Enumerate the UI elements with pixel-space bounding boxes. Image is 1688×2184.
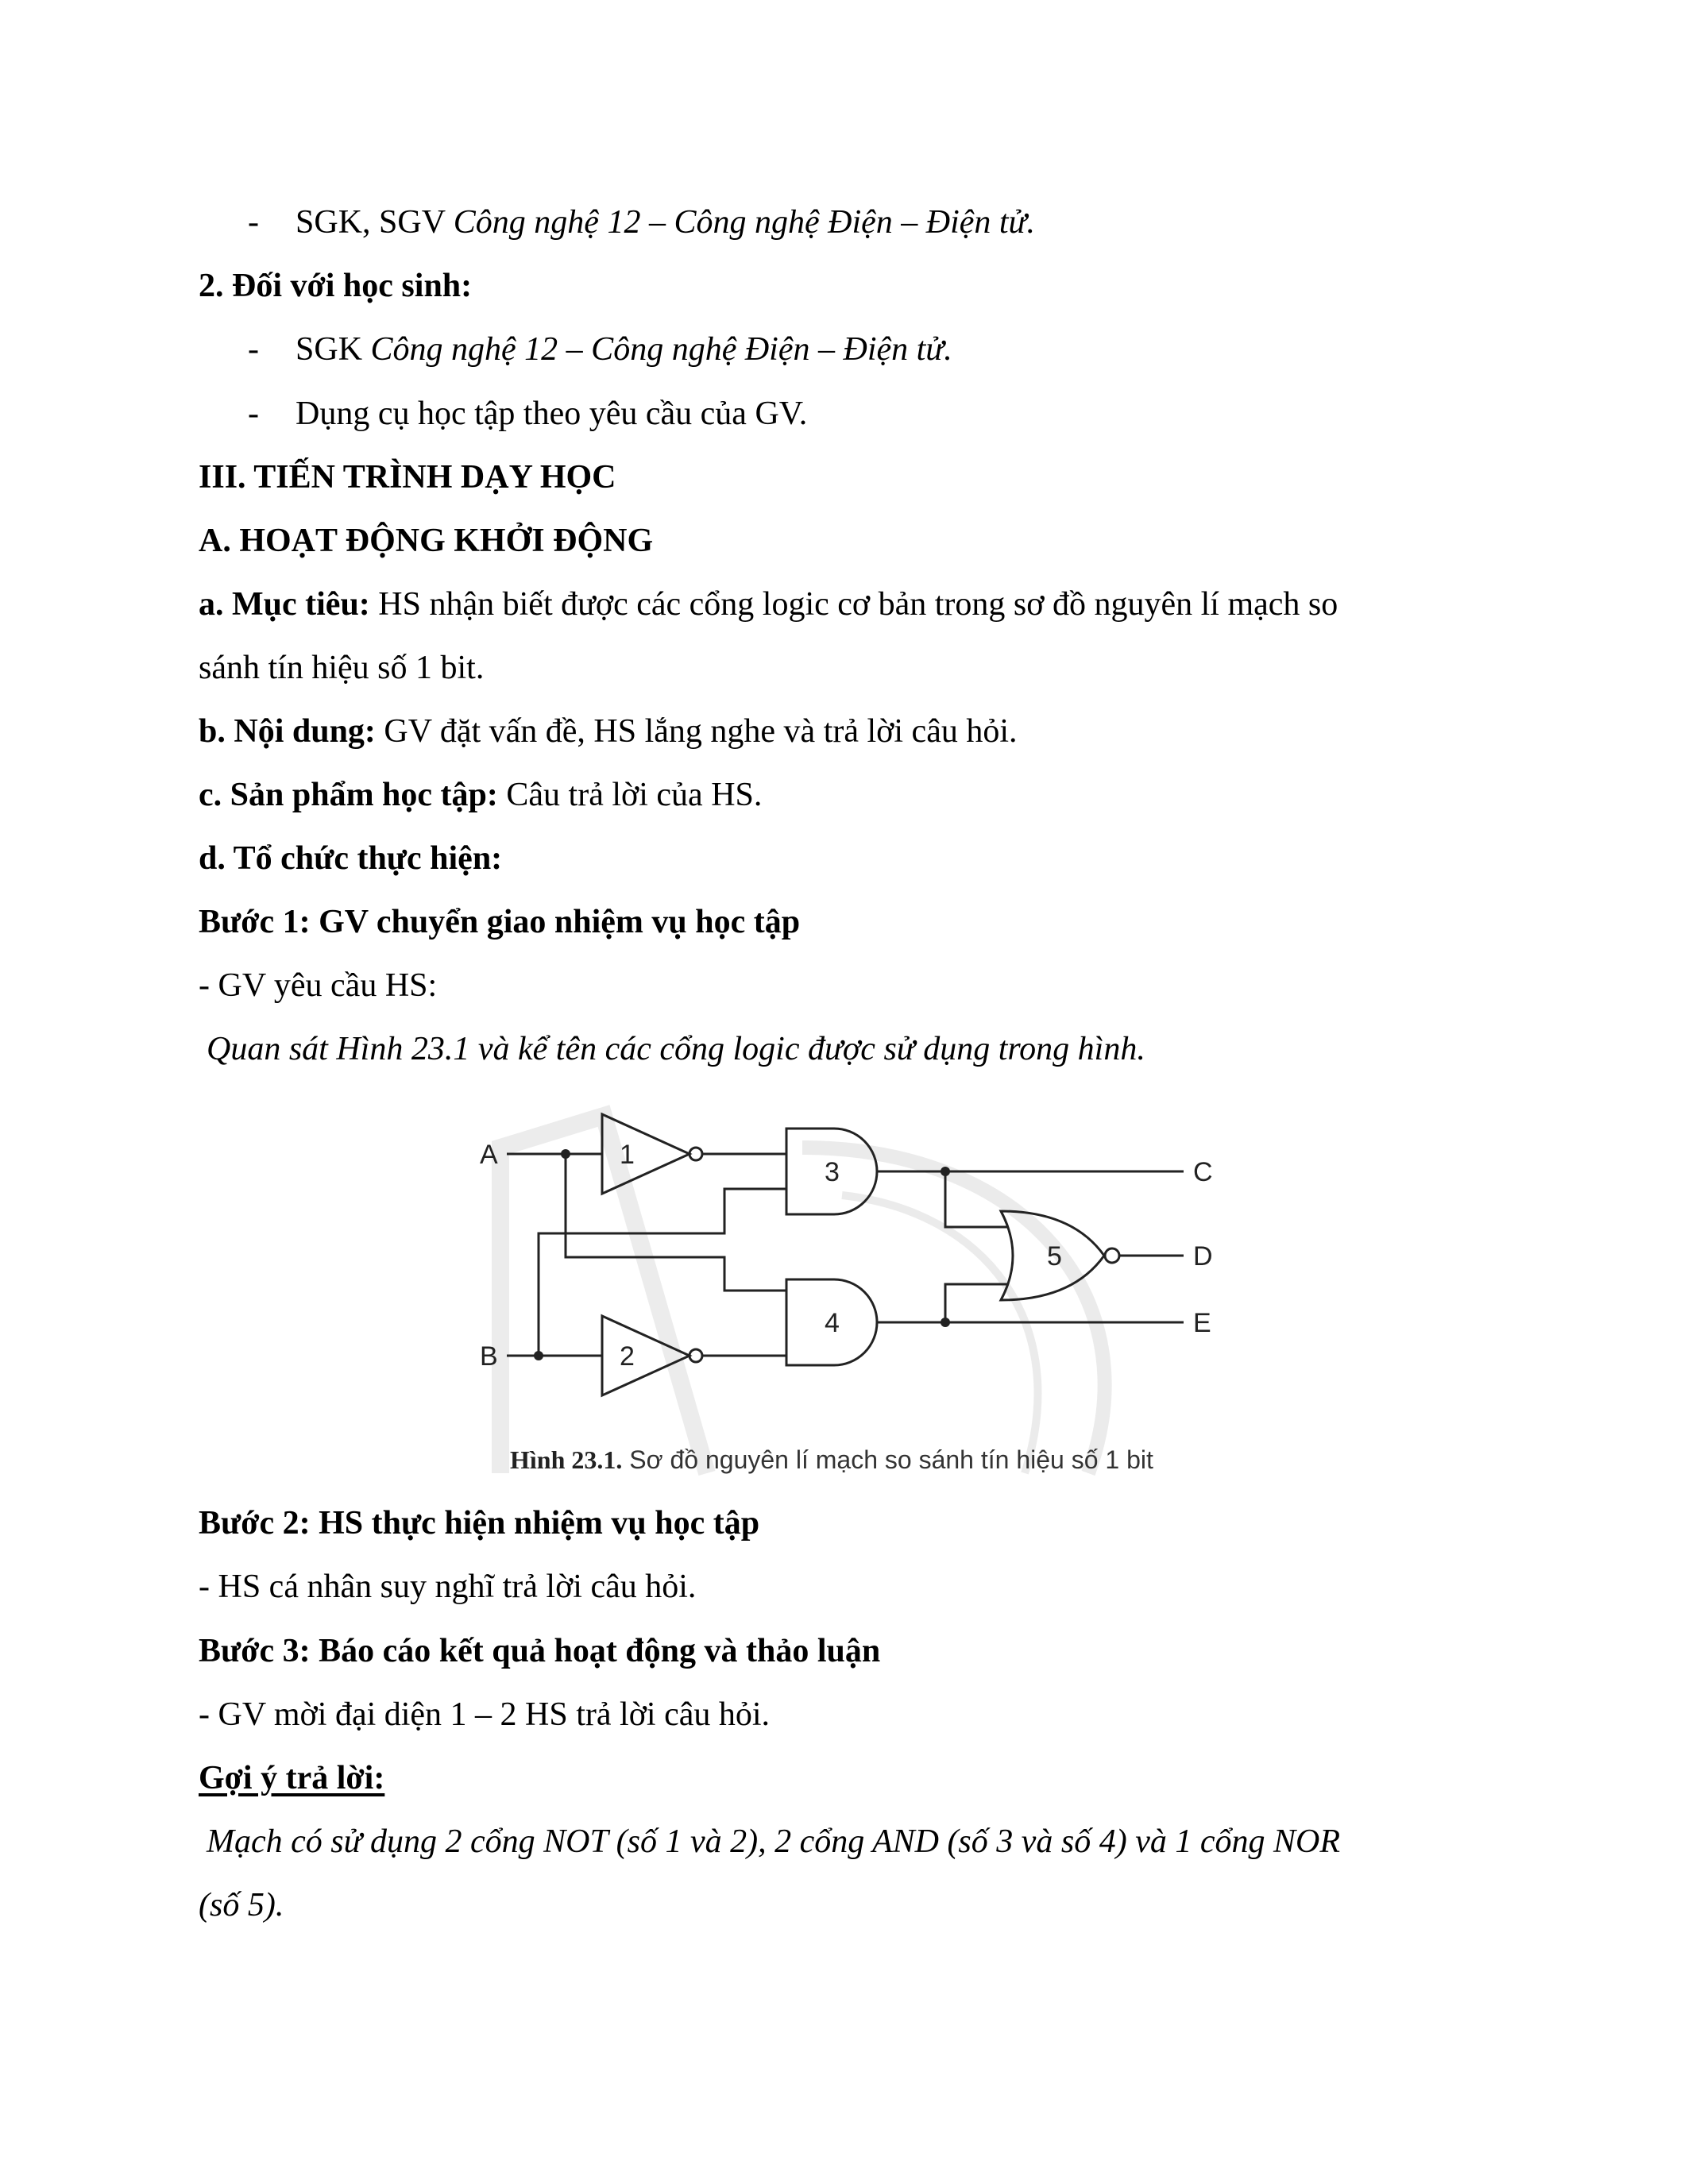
hs-materials-heading: 2. Đối với học sinh:: [199, 268, 473, 304]
content-paragraph: [199, 711, 1018, 752]
product-text: Câu trả lời của HS.: [497, 777, 763, 813]
gate-number-5: 5: [1047, 1241, 1062, 1271]
junction-dot: [941, 1318, 950, 1327]
content-label: b. Nội dung:: [199, 713, 376, 750]
nor-gate-5-bubble: [1105, 1248, 1119, 1263]
gate-number-2: 2: [620, 1341, 635, 1372]
organize-heading: d. Tổ chức thực hiện:: [199, 840, 503, 877]
objective-text: HS nhận biết được các cổng logic cơ bản trong sơ đồ nguyên lí mạch so: [369, 586, 1338, 623]
figure-caption-text: Sơ đồ nguyên lí mạch so sánh tín hiệu số 1 bit: [622, 1445, 1153, 1474]
logic-circuit-figure: [469, 1100, 1215, 1497]
gate-number-4: 4: [825, 1308, 840, 1338]
input-label-a: A: [480, 1140, 498, 1170]
activity-heading: A. HOẠT ĐỘNG KHỞI ĐỘNG: [199, 523, 654, 559]
content-text: GV đặt vấn đề, HS lắng nghe và trả lời câu hỏi.: [375, 713, 1018, 750]
step2-line: - HS cá nhân suy nghĩ trả lời câu hỏi.: [199, 1569, 697, 1605]
wire-gate4-to-gate5: [945, 1284, 1009, 1322]
section-heading: III. TIẾN TRÌNH DẠY HỌC: [199, 459, 616, 496]
step1-heading: Bước 1: GV chuyển giao nhiệm vụ học tập: [199, 904, 801, 940]
hint-answer-continuation: (số 5).: [199, 1887, 284, 1924]
hint-heading: Gợi ý trả lời:: [199, 1760, 385, 1796]
output-label-e: E: [1193, 1308, 1211, 1338]
hs-material-prefix: SGK: [295, 331, 371, 368]
gv-material-title: Công nghệ 12 – Công nghệ Điện – Điện tử.: [453, 204, 1035, 241]
product-paragraph: [199, 774, 762, 816]
figure-caption: [510, 1444, 1153, 1476]
gate-number-3: 3: [825, 1157, 840, 1187]
gate-number-1: 1: [620, 1140, 635, 1170]
wire-a-to-gate4: [566, 1154, 786, 1291]
figure-caption-label: Hình 23.1.: [510, 1445, 623, 1474]
hs-material-item: [295, 329, 952, 370]
circuit-diagram: [469, 1100, 1215, 1497]
output-label-d: D: [1193, 1241, 1213, 1271]
gv-material-item: [295, 202, 1035, 243]
objective-label: a. Mục tiêu:: [199, 586, 370, 623]
junction-dot: [534, 1351, 543, 1360]
objective-paragraph: [199, 584, 1338, 625]
step3-line: - GV mời đại diện 1 – 2 HS trả lời câu hỏi.: [199, 1696, 771, 1733]
hs-material-title: Công nghệ 12 – Công nghệ Điện – Điện tử.: [370, 331, 952, 368]
junction-dot: [941, 1167, 950, 1176]
output-label-c: C: [1193, 1157, 1213, 1187]
step3-heading: Bước 3: Báo cáo kết quả hoạt động và thảo luận: [199, 1633, 881, 1669]
step1-question: Quan sát Hình 23.1 và kể tên các cổng logic được sử dụng trong hình.: [207, 1031, 1145, 1067]
objective-continuation: sánh tín hiệu số 1 bit.: [199, 650, 485, 686]
list-bullet: -: [248, 204, 259, 241]
watermark-logo: [500, 1116, 1105, 1473]
list-bullet: -: [248, 331, 259, 368]
step2-heading: Bước 2: HS thực hiện nhiệm vụ học tập: [199, 1505, 760, 1542]
hs-material-item: Dụng cụ học tập theo yêu cầu của GV.: [295, 396, 808, 432]
list-bullet: -: [248, 396, 259, 432]
hint-answer: Mạch có sử dụng 2 cổng NOT (số 1 và 2), 2 cổng AND (số 3 và số 4) và 1 cổng NOR: [207, 1823, 1341, 1860]
product-label: c. Sản phẩm học tập:: [199, 777, 498, 813]
gv-material-prefix: SGK, SGV: [295, 204, 454, 241]
junction-dot: [561, 1149, 570, 1159]
input-label-b: B: [480, 1341, 498, 1372]
step1-line: - GV yêu cầu HS:: [199, 967, 438, 1004]
